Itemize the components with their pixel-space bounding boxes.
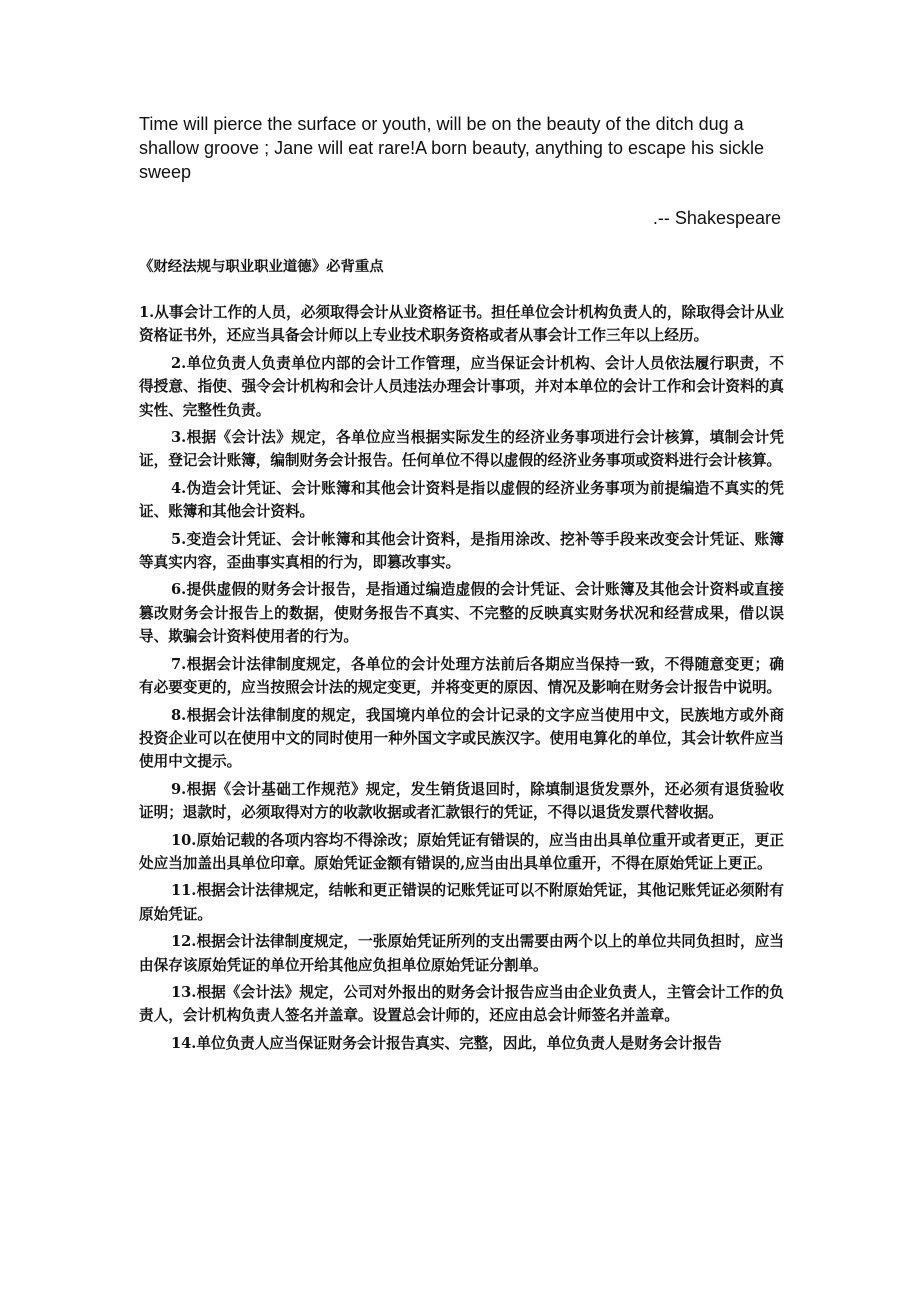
paragraph: 3.根据《会计法》规定，各单位应当根据实际发生的经济业务事项进行会计核算，填制会计凭证，登记会计账簿，编制财务会计报告。任何单位不得以虚假的经济业务事项或资料进行会计核算。	[139, 429, 784, 470]
paragraph: 7.根据会计法律制度规定，各单位的会计处理方法前后各期应当保持一致，不得随意变更；确有必要变更的，应当按照会计法的规定变更，并将变更的原因、情况及影响在财务会计报告中说明。	[139, 655, 784, 697]
paragraph: 1.从事会计工作的人员，必须取得会计从业资格证书。担任单位会计机构负责人的，除取得会计从业资格证书外，还应当具备会计师以上专业技术职务资格或者从事会计工作三年以上经历。	[139, 304, 784, 345]
paragraph: 6.提供虚假的财务会计报告，是指通过编造虚假的会计凭证、会计账簿及其他会计资料或直接篡改财务会计报告上的数据，使财务报告不真实、不完整的反映真实财务状况和经营成果，借以误导、欺骗会计资料使用者的行为。	[139, 581, 784, 646]
paragraph: 2.单位负责人负责单位内部的会计工作管理，应当保证会计机构、会计人员依法履行职责，不得授意、指使、强令会计机构和会计人员违法办理会计事项，并对本单位的会计工作和会计资料的真实性、完整性负责。	[139, 354, 784, 419]
epigraph-quote: Time will pierce the surface or youth, will be on the beauty of the ditch dug a shallow groove ; Jane will eat rare!A born beauty, anything to escape his sickle sweep	[139, 114, 765, 182]
paragraph: 5.变造会计凭证、会计帐簿和其他会计资料，是指用涂改、挖补等手段来改变会计凭证、账簿等真实内容，歪曲事实真相的行为，即篡改事实。	[139, 530, 784, 572]
paragraph: 9.根据《会计基础工作规范》规定，发生销货退回时，除填制退货发票外，还必须有退货验收证明；退款时，必须取得对方的收款收据或者汇款银行的凭证，不得以退货发票代替收据。	[139, 780, 784, 822]
paragraph: 14.单位负责人应当保证财务会计报告真实、完整，因此，单位负责人是财务会计报告	[171, 1034, 722, 1052]
document-title: 《财经法规与职业职业道德》必背重点	[139, 258, 384, 275]
paragraph: 8.根据会计法律制度的规定，我国境内单位的会计记录的文字应当使用中文，民族地方或外商投资企业可以在使用中文的同时使用一种外国文字或民族汉字。使用电算化的单位，其会计软件应当使用中文提示。	[139, 706, 784, 771]
paragraph: 11.根据会计法律规定，结帐和更正错误的记账凭证可以不附原始凭证，其他记账凭证必须附有原始凭证。	[139, 882, 784, 923]
paragraph: 10.原始记载的各项内容均不得涂改；原始凭证有错误的，应当由出具单位重开或者更正，更正处应当加盖出具单位印章。原始凭证金额有错误的,应当由出具单位重开，不得在原始凭证上更正。	[139, 831, 784, 872]
document-body	[139, 301, 784, 1059]
epigraph-attribution: .-- Shakespeare	[652, 208, 781, 228]
paragraph: 13.根据《会计法》规定，公司对外报出的财务会计报告应当由企业负责人，主管会计工作的负责人，会计机构负责人签名并盖章。设置总会计师的，还应由总会计师签名并盖章。	[139, 983, 784, 1025]
paragraph: 12.根据会计法律制度规定，一张原始凭证所列的支出需要由两个以上的单位共同负担时，应当由保存该原始凭证的单位开给其他应负担单位原始凭证分割单。	[139, 933, 784, 974]
paragraph: 4.伪造会计凭证、会计账簿和其他会计资料是指以虚假的经济业务事项为前提编造不真实的凭证、账簿和其他会计资料。	[139, 479, 784, 521]
